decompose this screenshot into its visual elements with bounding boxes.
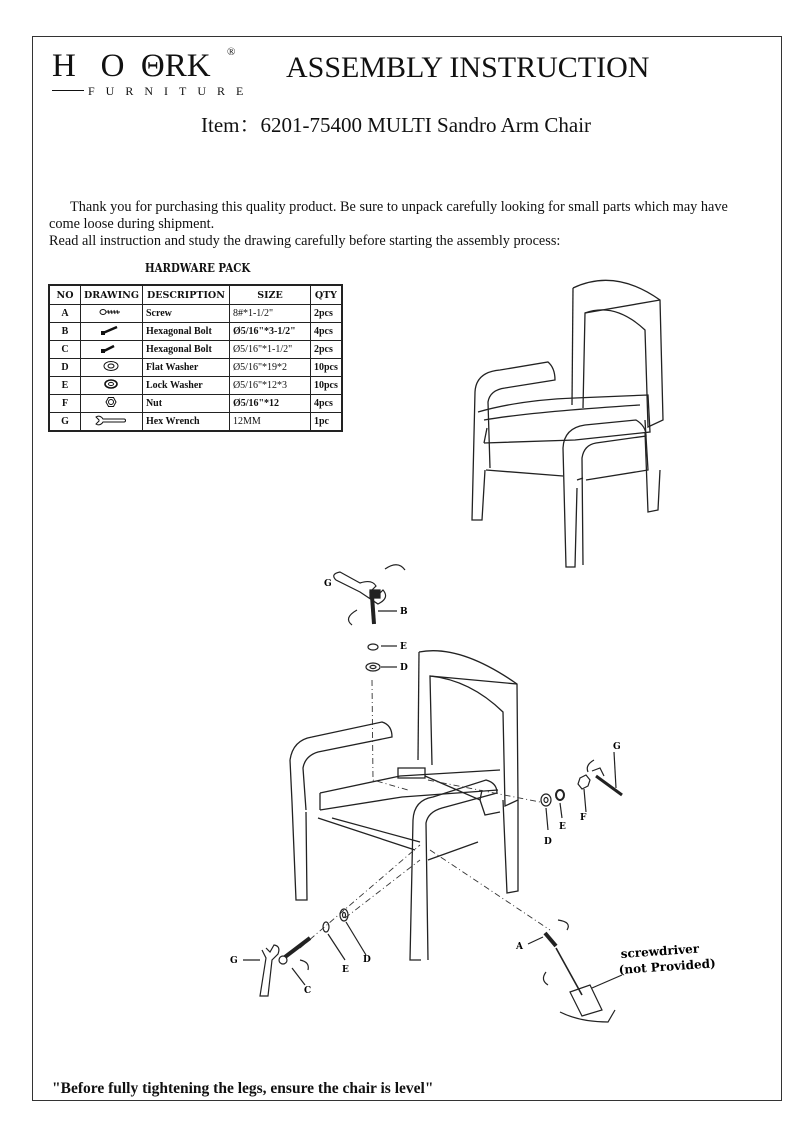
row-size: Ø5/16"*1-1/2" bbox=[229, 341, 310, 359]
row-qty: 10pcs bbox=[310, 377, 341, 395]
label-g-top: G bbox=[324, 579, 332, 589]
label-a: A bbox=[516, 942, 523, 952]
label-e-left: E bbox=[342, 965, 349, 975]
row-qty: 2pcs bbox=[310, 341, 341, 359]
intro-paragraph-2: Read all instruction and study the drawing carefully before starting the assembly process: bbox=[49, 233, 561, 249]
brand-logo: H O ΘRK bbox=[52, 48, 211, 84]
label-d-right: D bbox=[544, 837, 552, 847]
row-qty: 1pc bbox=[310, 413, 341, 432]
exploded-chair-drawing bbox=[290, 651, 518, 960]
intro-paragraph-1: Thank you for purchasing this quality product. Be sure to unpack carefully looking for small parts which may have come loose during shipment. bbox=[49, 199, 728, 232]
label-b: B bbox=[400, 607, 408, 617]
row-desc: Screw bbox=[142, 305, 229, 323]
row-no: A bbox=[49, 305, 81, 323]
diagram-labels bbox=[230, 579, 716, 996]
row-desc: Nut bbox=[142, 395, 229, 413]
col-header-drawing: DRAWING bbox=[81, 285, 143, 305]
row-desc: Flat Washer bbox=[142, 359, 229, 377]
col-header-qty: QTY bbox=[310, 285, 341, 305]
footer-note: "Before fully tightening the legs, ensure the chair is level" bbox=[52, 1080, 434, 1097]
row-desc: Hexagonal Bolt bbox=[142, 323, 229, 341]
row-size: Ø5/16"*12 bbox=[229, 395, 310, 413]
col-header-no: NO bbox=[49, 285, 81, 305]
label-f: F bbox=[580, 813, 587, 823]
row-no: F bbox=[49, 395, 81, 413]
row-desc: Lock Washer bbox=[142, 377, 229, 395]
row-desc: Hex Wrench bbox=[142, 413, 229, 432]
item-line: Item：6201-75400 MULTI Sandro Arm Chair bbox=[201, 113, 592, 137]
row-no: B bbox=[49, 323, 81, 341]
registered-mark: ® bbox=[227, 46, 236, 58]
row-size: 12MM bbox=[229, 413, 310, 432]
row-size: Ø5/16"*3-1/2" bbox=[229, 323, 310, 341]
col-header-description: DESCRIPTION bbox=[142, 285, 229, 305]
page-title: ASSEMBLY INSTRUCTION bbox=[286, 51, 650, 84]
row-size: Ø5/16"*19*2 bbox=[229, 359, 310, 377]
label-c: C bbox=[304, 986, 312, 996]
label-d-left: D bbox=[363, 955, 371, 965]
logo-subtitle: FURNITURE bbox=[88, 84, 255, 98]
label-g-right: G bbox=[613, 742, 621, 752]
row-qty: 4pcs bbox=[310, 395, 341, 413]
row-no: G bbox=[49, 413, 81, 432]
top-hardware bbox=[334, 565, 405, 671]
label-not-provided: (not Provided) bbox=[618, 956, 717, 977]
bottom-left-hardware bbox=[243, 909, 366, 996]
screwdriver-hardware bbox=[528, 920, 622, 1022]
label-d-top: D bbox=[400, 663, 408, 673]
row-qty: 2pcs bbox=[310, 305, 341, 323]
row-qty: 4pcs bbox=[310, 323, 341, 341]
row-no: C bbox=[49, 341, 81, 359]
row-no: D bbox=[49, 359, 81, 377]
row-desc: Hexagonal Bolt bbox=[142, 341, 229, 359]
label-g-left: G bbox=[230, 956, 238, 966]
row-qty: 10pcs bbox=[310, 359, 341, 377]
row-size: 8#*1-1/2" bbox=[229, 305, 310, 323]
assembled-chair-drawing bbox=[472, 280, 663, 567]
row-size: Ø5/16"*12*3 bbox=[229, 377, 310, 395]
col-header-size: SIZE bbox=[229, 285, 310, 305]
row-no: E bbox=[49, 377, 81, 395]
alignment-guides bbox=[300, 680, 550, 948]
label-screwdriver: screwdriver bbox=[620, 941, 700, 961]
hardware-pack-title: HARDWARE PACK bbox=[145, 261, 251, 275]
label-e-top: E bbox=[400, 642, 407, 652]
label-e-right: E bbox=[559, 822, 566, 832]
